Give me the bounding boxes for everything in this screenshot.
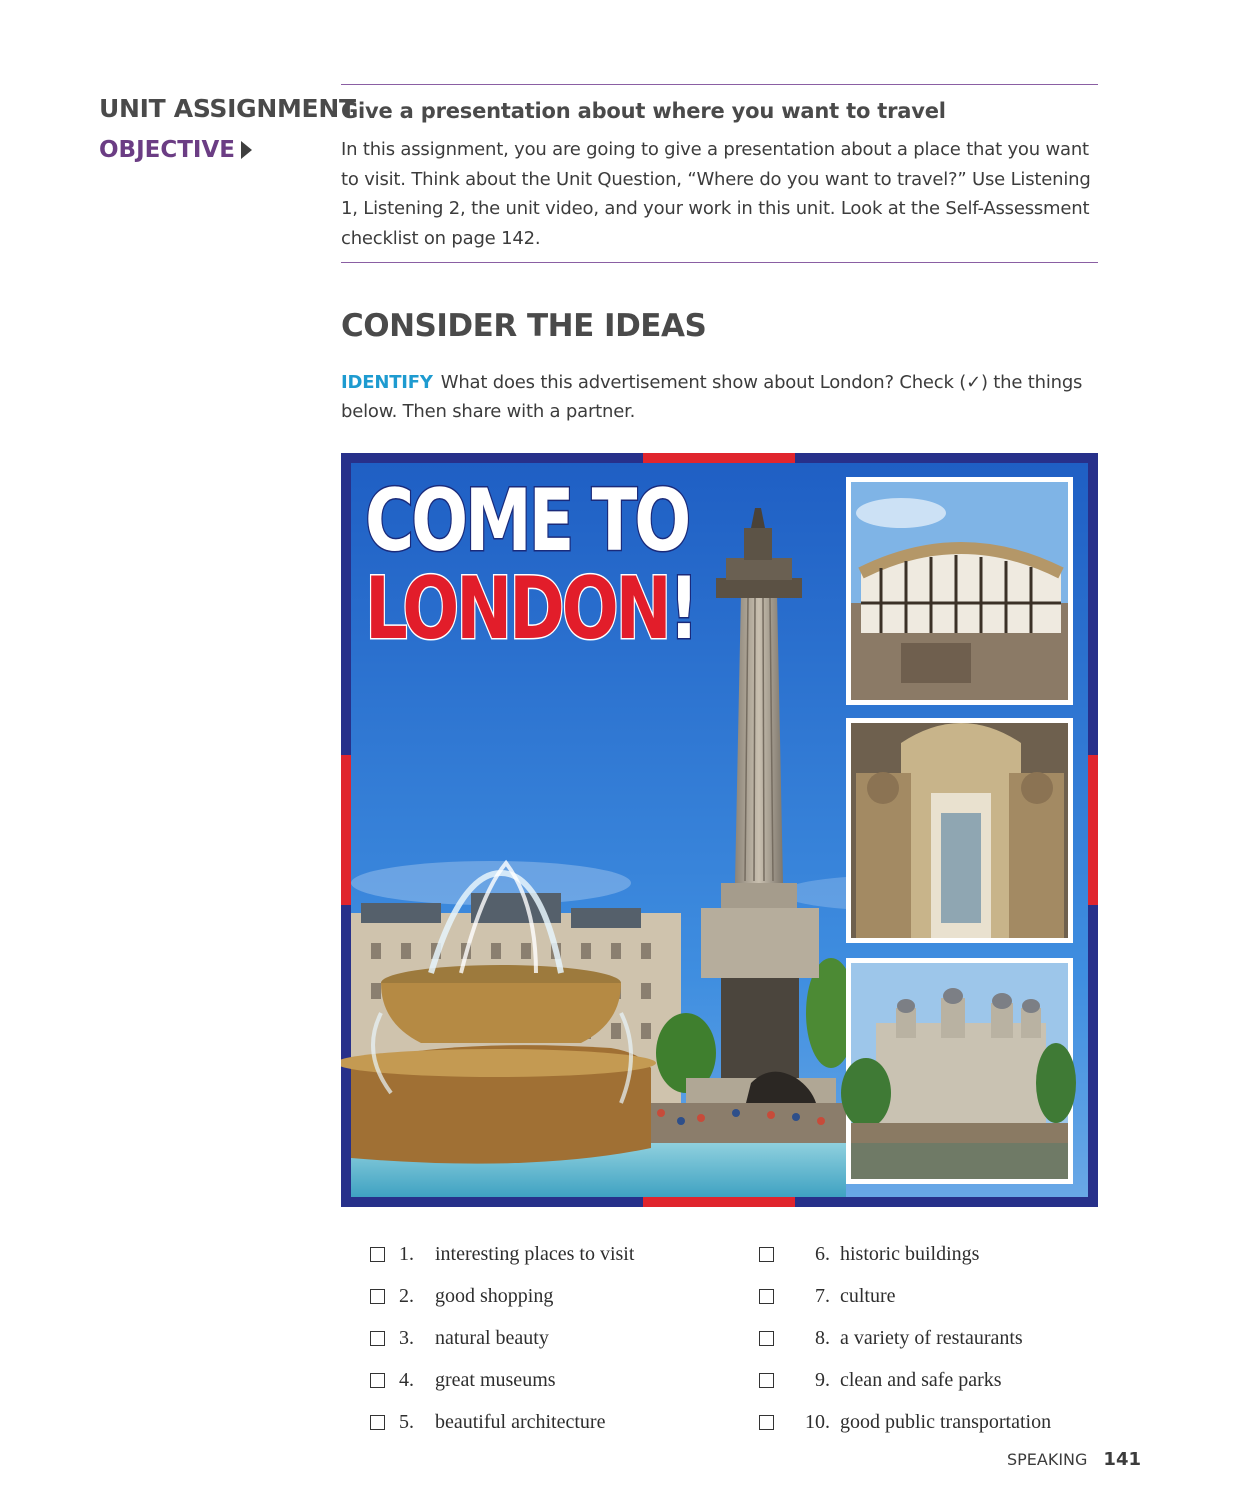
checkbox[interactable] bbox=[759, 1373, 774, 1388]
photo-globe-theatre bbox=[846, 477, 1073, 705]
ad-headline-london: LONDON bbox=[365, 559, 669, 659]
item-text: good shopping bbox=[435, 1284, 554, 1307]
objective-text: OBJECTIVE bbox=[99, 137, 235, 163]
checklist-item[interactable] bbox=[370, 1275, 634, 1317]
photo-british-museum bbox=[846, 718, 1073, 943]
checklist-item[interactable] bbox=[759, 1233, 1051, 1275]
assignment-box bbox=[341, 84, 1098, 263]
page-number: 141 bbox=[1103, 1449, 1141, 1470]
item-text: interesting places to visit bbox=[435, 1242, 635, 1265]
item-text: natural beauty bbox=[435, 1326, 549, 1349]
photo-tower-of-london bbox=[841, 958, 1076, 1184]
play-arrow-icon bbox=[241, 141, 252, 159]
checkbox[interactable] bbox=[370, 1415, 385, 1430]
page-footer bbox=[1007, 1449, 1141, 1470]
checklist-item[interactable] bbox=[370, 1359, 634, 1401]
item-text: beautiful architecture bbox=[435, 1410, 606, 1433]
checkbox[interactable] bbox=[370, 1289, 385, 1304]
checklist-item[interactable] bbox=[759, 1275, 1051, 1317]
instruction-text: What does this advertisement show about London? Check (✓) the things below. Then share with a partner. bbox=[341, 372, 1083, 422]
identify-tag: IDENTIFY bbox=[341, 372, 433, 393]
assignment-text: In this assignment, you are going to give a presentation about a place that you want to visit. Think about the Unit Question, “Where do you want to travel?” Use Listening 1, Listening 2, the unit video, and your work in this unit. Look at the Self-Assessment checklist on page 142. bbox=[341, 139, 1091, 249]
checkbox[interactable] bbox=[370, 1373, 385, 1388]
checklist-left bbox=[370, 1233, 634, 1443]
assignment-title: Give a presentation about where you want to travel bbox=[341, 99, 946, 123]
item-number: 6. bbox=[815, 1242, 830, 1265]
checkbox[interactable] bbox=[759, 1289, 774, 1304]
item-text: clean and safe parks bbox=[840, 1368, 1002, 1391]
item-number: 8. bbox=[815, 1326, 830, 1349]
ad-headline bbox=[365, 471, 697, 659]
checklist-item[interactable] bbox=[759, 1359, 1051, 1401]
checklist-item[interactable] bbox=[370, 1317, 634, 1359]
item-number: 1. bbox=[399, 1242, 414, 1265]
item-number: 10. bbox=[805, 1410, 830, 1433]
checkbox[interactable] bbox=[759, 1331, 774, 1346]
item-number: 3. bbox=[399, 1326, 414, 1349]
checklist-item[interactable] bbox=[759, 1401, 1051, 1443]
sidebar-labels bbox=[99, 94, 356, 163]
item-text: good public transportation bbox=[840, 1410, 1052, 1433]
item-number: 4. bbox=[399, 1368, 414, 1391]
section-title: CONSIDER THE IDEAS bbox=[341, 308, 707, 344]
objective-label bbox=[99, 137, 334, 163]
checkbox[interactable] bbox=[759, 1247, 774, 1262]
instruction bbox=[341, 368, 1098, 426]
checklist-item[interactable] bbox=[370, 1401, 634, 1443]
ad-headline-line2 bbox=[365, 559, 697, 659]
ad-headline-exclamation: ! bbox=[668, 559, 697, 659]
item-text: historic buildings bbox=[840, 1242, 980, 1265]
unit-assignment-label: UNIT ASSIGNMENT bbox=[99, 94, 356, 123]
footer-section: SPEAKING bbox=[1006, 1450, 1088, 1469]
checklist-right bbox=[759, 1233, 1051, 1443]
item-text: a variety of restaurants bbox=[840, 1326, 1023, 1349]
item-text: great museums bbox=[435, 1368, 556, 1391]
item-text: culture bbox=[840, 1284, 896, 1307]
item-number: 9. bbox=[815, 1368, 830, 1391]
checklist-item[interactable] bbox=[759, 1317, 1051, 1359]
checkbox[interactable] bbox=[370, 1331, 385, 1346]
item-number: 7. bbox=[815, 1284, 830, 1307]
london-advertisement bbox=[341, 453, 1098, 1207]
checkbox[interactable] bbox=[759, 1415, 774, 1430]
checkbox[interactable] bbox=[370, 1247, 385, 1262]
ad-headline-line1: COME TO bbox=[365, 471, 689, 571]
item-number: 5. bbox=[399, 1410, 414, 1433]
item-number: 2. bbox=[399, 1284, 414, 1307]
checklist-item[interactable] bbox=[370, 1233, 634, 1275]
